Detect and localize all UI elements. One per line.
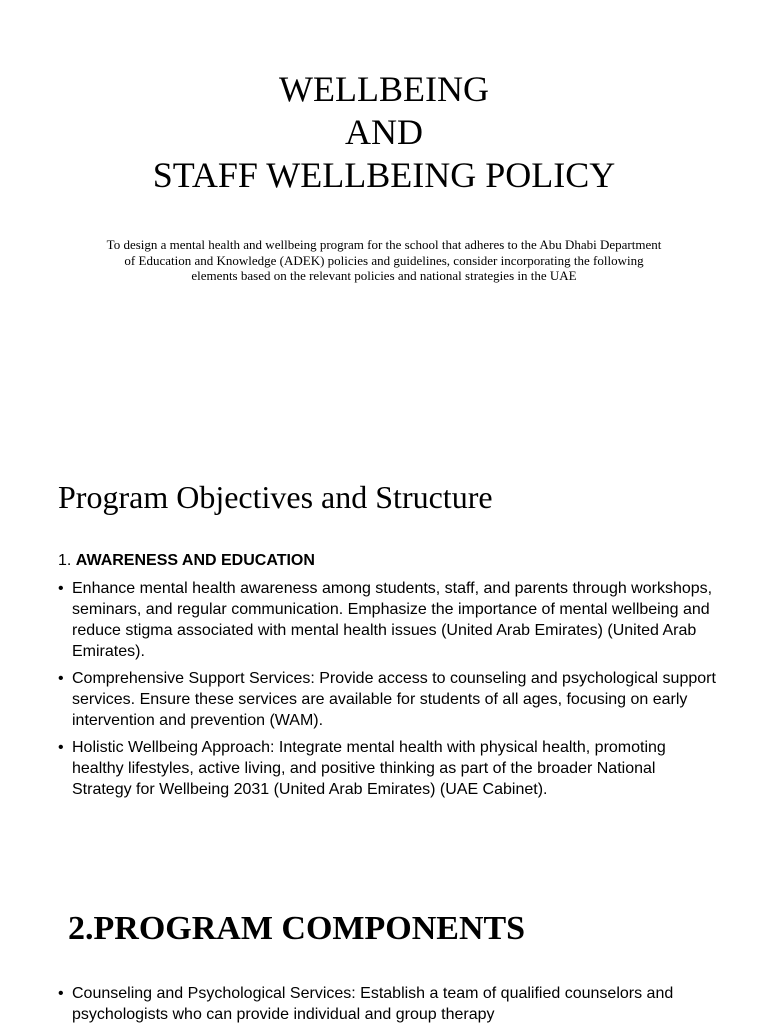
subheading-number: 1. bbox=[58, 552, 72, 569]
bullet-text: Counseling and Psychological Services: Establish a team of qualified counselors and psychologists who can provide individual and group therapy bbox=[72, 985, 674, 1023]
bullet-icon: • bbox=[58, 739, 64, 756]
bullet-text: Comprehensive Support Services: Provide access to counseling and psychological support services. Ensure these services are available for students of all ages, focusing on early intervention and prevention (WAM). bbox=[72, 670, 716, 729]
bullet-icon: • bbox=[58, 580, 64, 597]
title-slide bbox=[0, 0, 768, 420]
objectives-bullet-list bbox=[58, 578, 718, 806]
intro-paragraph: To design a mental health and wellbeing program for the school that adheres to the Abu Dhabi Department of Education and Knowledge (ADEK) policies and guidelines, consider incorporating the following elements based on the relevant policies and national strategies in the UAE bbox=[106, 237, 662, 283]
bullet-icon: • bbox=[58, 985, 64, 1002]
list-item bbox=[58, 668, 718, 731]
components-slide bbox=[0, 860, 768, 1024]
list-item bbox=[58, 737, 718, 800]
awareness-subheading bbox=[58, 550, 315, 572]
objectives-heading: Program Objectives and Structure bbox=[58, 479, 493, 515]
list-item bbox=[58, 983, 718, 1025]
subheading-label: AWARENESS AND EDUCATION bbox=[75, 552, 315, 569]
bullet-text: Holistic Wellbeing Approach: Integrate mental health with physical health, promoting healthy lifestyles, active living, and positive thinking as part of the broader National Strategy for Wellbeing 2031 (United Arab Emirates) (UAE Cabinet). bbox=[72, 739, 666, 798]
bullet-text: Enhance mental health awareness among students, staff, and parents through workshops, seminars, and regular communication. Emphasize the importance of mental wellbeing and reduce stigma associated with mental health issues (United Arab Emirates) (United Arab Emirates). bbox=[72, 580, 713, 660]
components-heading: 2.PROGRAM COMPONENTS bbox=[68, 910, 526, 947]
title-line-1: WELLBEING bbox=[279, 69, 489, 109]
document-title bbox=[0, 68, 768, 197]
list-item bbox=[58, 578, 718, 662]
bullet-icon: • bbox=[58, 670, 64, 687]
title-line-3: STAFF WELLBEING POLICY bbox=[152, 155, 616, 195]
objectives-slide bbox=[0, 420, 768, 860]
title-line-2: AND bbox=[345, 112, 423, 152]
